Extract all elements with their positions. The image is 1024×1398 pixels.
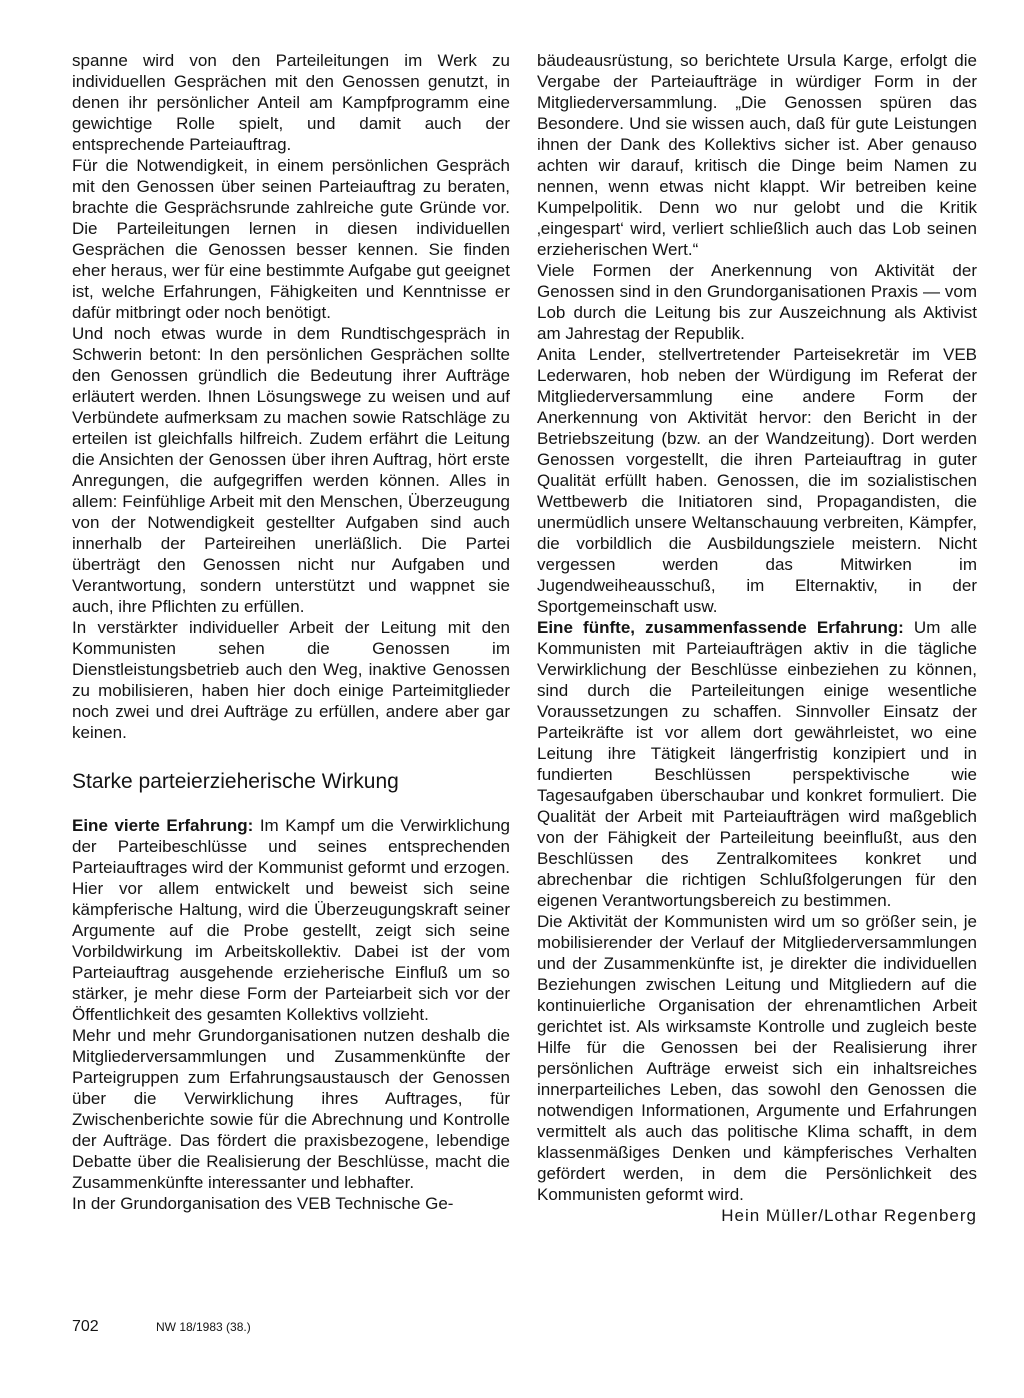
page-number: 702 [72,1318,99,1335]
right-column [537,50,977,1226]
lead-label: Eine fünfte, zusammenfassende Erfahrung: [537,618,904,637]
paragraph: Mehr und mehr Grundorganisationen nutzen deshalb die Mitgliederversammlungen und Zusammenkünfte der Parteigruppen zum Erfahrungsaustausch der Genossen über die Verwirklichung ihres Auftrages, für Zwischenberichte sowie für die Abrechnung und Kontrolle der Aufträge. Das fördert die praxisbezogene, lebendige Debatte über die Realisierung der Beschlüsse, macht die Zusammenkünfte interessanter und lebhafter. [72,1026,510,1192]
lead-label: Eine vierte Erfahrung: [72,816,254,835]
issue-reference: NW 18/1983 (38.) [156,1320,251,1334]
paragraph: Anita Lender, stellvertretender Parteisekretär im VEB Lederwaren, hob neben der Würdigung im Referat der Mitgliederversammlung eine andere Form der Anerkennung von Aktivität hervor: den Bericht in der Betriebszeitung (bzw. an der Wandzeitung). Dort werden Genossen vorgestellt, die ihren Parteiauftrag in guter Qualität erfüllt haben. Genossen, die im sozialistischen Wettbewerb die Initiatoren sind, Propagandisten, die unermüdlich unsere Weltanschauung verbreiten, Kämpfer, die vorbildlich die Ausbildungsziele meistern. Nicht vergessen werden das Mitwirken im Jugendweiheausschuß, im Elternaktiv, in der Sportgemeinschaft usw. [537,345,977,616]
author-signature: Hein Müller/Lothar Regenberg [721,1206,977,1225]
paragraph: spanne wird von den Parteileitungen im Werk zu individuellen Gesprächen mit den Genossen genutzt, in denen ihr persönlicher Anteil am Kampfprogramm eine gewichtige Rolle spielt, und damit auch der entsprechende Parteiauftrag. [72,51,510,154]
left-column [72,50,510,1214]
paragraph: bäudeausrüstung, so berichtete Ursula Karge, erfolgt die Vergabe der Parteiaufträge in würdiger Form in der Mitgliederversammlung. „Die Genossen spüren das Besondere. Und sie wissen auch, daß für gute Leistungen ihnen der Dank des Kollektivs sicher ist. Aber genauso achten wir darauf, kritisch die Dinge beim Namen zu nennen, wenn etwas nicht klappt. Wir betreiben keine Kumpelpolitik. Denn wo nur gelobt und die Kritik ‚eingespart‘ wird, verliert schließlich auch das Lob seinen erzieherischen Wert.“ [537,51,977,259]
paragraph: Und noch etwas wurde in dem Rundtischgespräch in Schwerin betont: In den persönlichen Gesprächen sollte den Genossen gründlich die Bedeutung ihrer Aufträge erläutert werden. Ihnen Lösungswege zu weisen und auf Verbündete aufmerksam zu machen sowie Ratschläge zu erteilen ist gleichfalls hilfreich. Zudem erfährt die Leitung die Ansichten der Genossen über ihren Auftrag, hört erste Anregungen, die aufgegriffen werden können. Alles in allem: Feinfühlige Arbeit mit den Menschen, Überzeugung von der Notwendigkeit gestellter Aufgaben sind auch innerhalb der Parteireihen unerläßlich. Die Partei überträgt den Genossen nicht nur Aufgaben und Verantwortung, sondern unterstützt und wappnet sie auch, ihre Pflichten zu erfüllen. [72,324,510,616]
paragraph: In der Grundorganisation des VEB Technische Ge- [72,1194,454,1213]
paragraph: Viele Formen der Anerkennung von Aktivität der Genossen sind in den Grundorganisationen Praxis — vom Lob durch die Leitung bis zur Auszeichnung als Aktivist am Jahrestag der Republik. [537,261,977,343]
lead-text: Im Kampf um die Verwirklichung der Parteibeschlüsse und seines entsprechenden Parteiauftrages wird der Kommunist geformt und erzogen. Hier vor allem entwickelt und beweist sich seine kämpferische Haltung, wird die Überzeugungskraft seiner Argumente auf die Probe gestellt, zeigt sich seine Vorbildwirkung im Arbeitskollektiv. Dabei ist der vom Parteiauftrag ausgehende erzieherische Einfluß um so stärker, je mehr diese Form der Parteiarbeit sich vor der Öffentlichkeit des gesamten Kollektivs vollzieht. [72,816,510,1024]
paragraph: In verstärkter individueller Arbeit der Leitung mit den Kommunisten sehen die Genossen im Dienstleistungsbetrieb auch den Weg, inaktive Genossen zu mobilisieren, haben hier doch einige Parteimitglieder noch zwei und drei Aufträge zu erfüllen, andere aber gar keinen. [72,618,510,742]
paragraph-lead [72,815,510,1025]
section-heading: Starke parteierzieherische Wirkung [72,770,399,793]
page-footer [72,1318,251,1336]
lead-text: Um alle Kommunisten mit Parteiaufträgen aktiv in die tägliche Verwirklichung der Beschlüsse einbeziehen zu können, sind durch die Parteileitungen einige wesentliche Voraussetzungen zu schaffen. Sinnvoller Einsatz der Parteikräfte ist vor allem dort gewährleistet, wo eine Leitung ihre Tätigkeit längerfristig konzipiert und in fundierten Beschlüssen perspektivische wie Tagesaufgaben überschaubar und konkret formuliert. Die Qualität der Arbeit mit Parteiaufträgen wird maßgeblich von der Fähigkeit der Parteileitung beeinflußt, aus den Beschlüssen des Zentralkomitees konkret und abrechenbar die richtigen Schlußfolgerungen für den eigenen Verantwortungsbereich zu bestimmen. [537,618,977,910]
paragraph: Für die Notwendigkeit, in einem persönlichen Gespräch mit den Genossen über seinen Parteiauftrag zu beraten, brachte die Gesprächsrunde zahlreiche gute Gründe vor. Die Parteileitungen lernen in diesen individuellen Gesprächen die Genossen besser kennen. Sie finden eher heraus, wer für eine bestimmte Aufgabe gut geeignet ist, welche Erfahrungen, Fähigkeiten und Kenntnisse er dafür mitbringt oder noch benötigt. [72,156,510,322]
paragraph-lead [537,617,977,911]
paragraph: Die Aktivität der Kommunisten wird um so größer sein, je mobilisierender der Verlauf der Mitgliederversammlungen und der Zusammenkünfte ist, je direkter die individuellen Beziehungen zwischen Leitung und Mitgliedern auf die kontinuierliche Organisation der ehrenamtlichen Arbeit gerichtet ist. Als wirksamste Kontrolle und zugleich beste Hilfe für die Genossen bei der Realisierung ihrer persönlichen Aufträge erweist sich ein inhaltsreiches innerparteiliches Leben, das sowohl den Genossen die notwendigen Informationen, Argumente und Erfahrungen vermittelt als auch das politische Klima schafft, in dem klassenmäßiges Denken und kämpferisches Verhalten gefördert werden, in dem die Persönlichkeit des Kommunisten geformt wird. [537,912,977,1204]
